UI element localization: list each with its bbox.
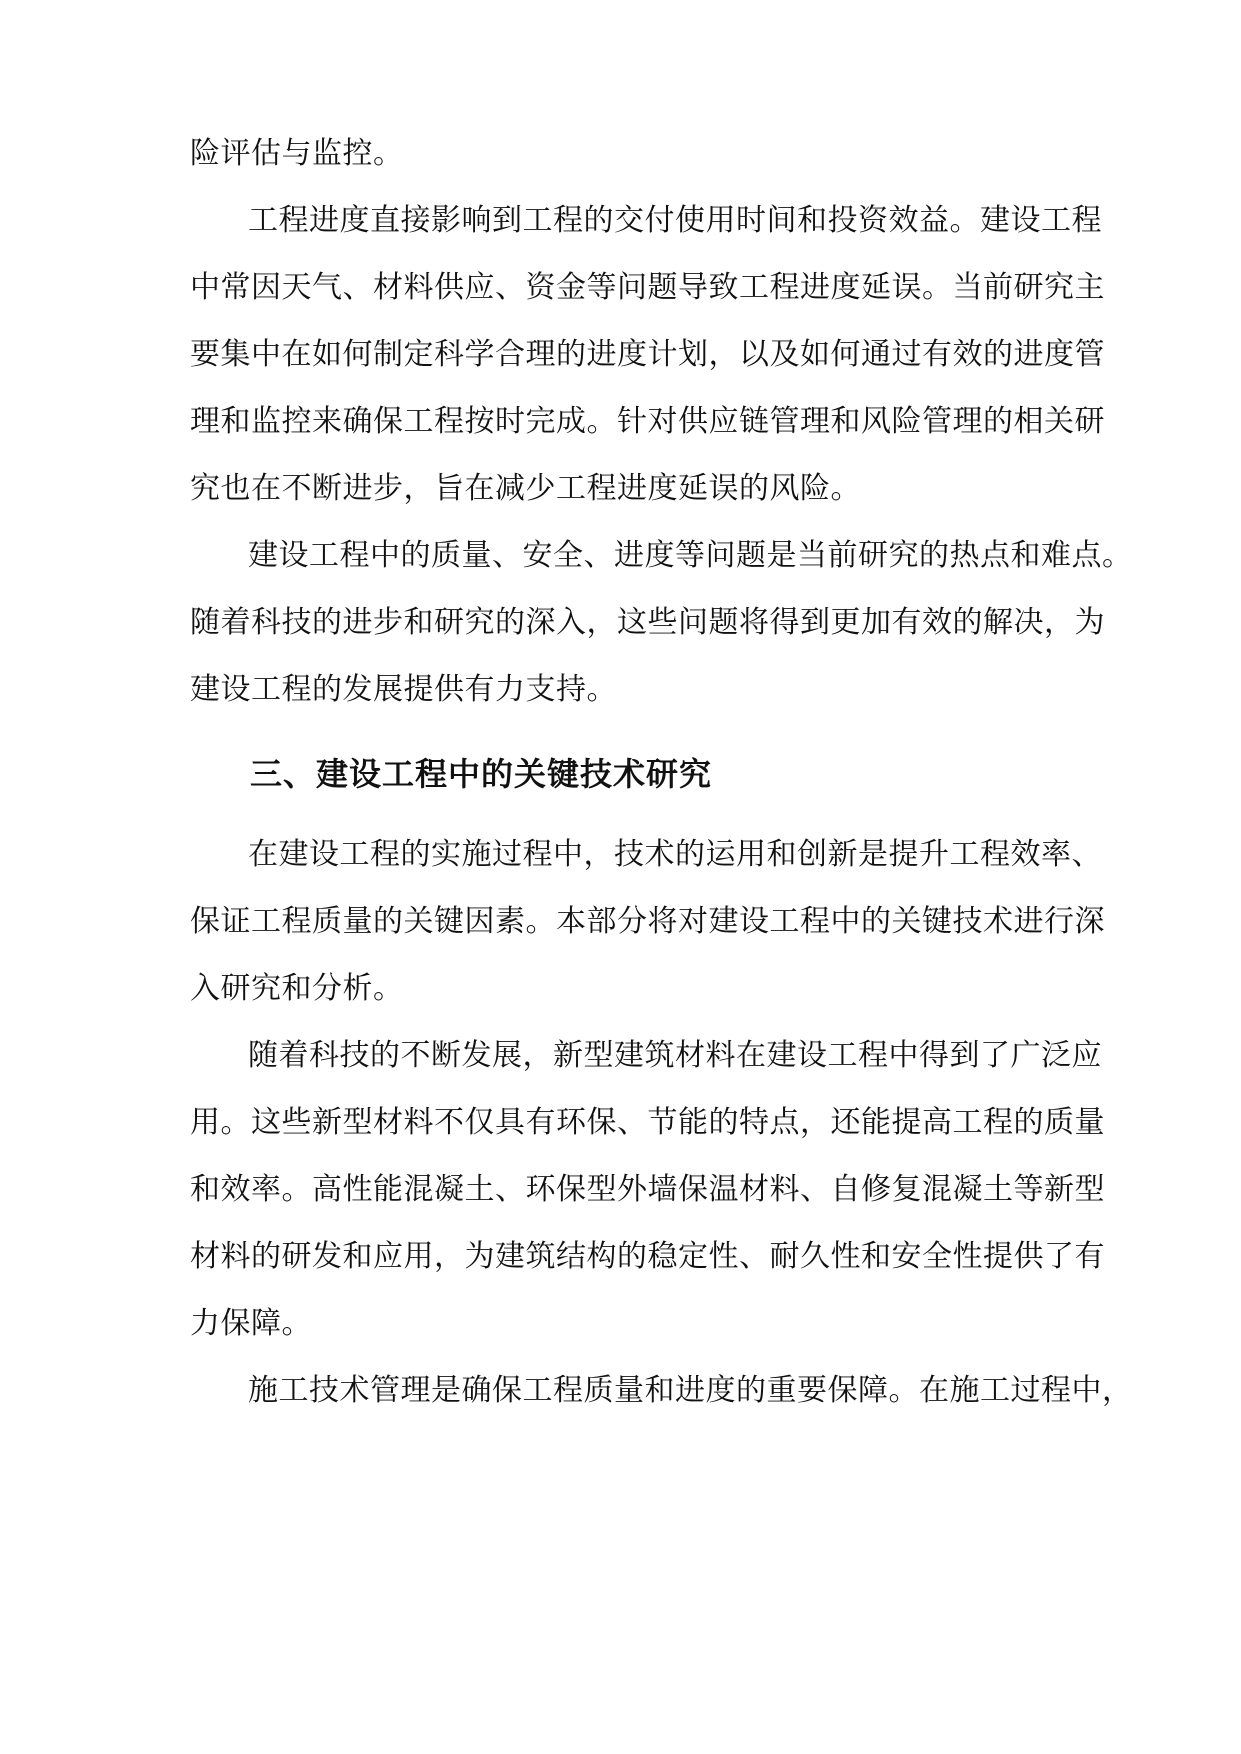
paragraph-line: 施工技术管理是确保工程质量和进度的重要保障。在施工过程中， — [248, 1373, 1133, 1408]
paragraph-line: 理和监控来确保工程按时完成。针对供应链管理和风险管理的相关研 — [190, 404, 1105, 439]
paragraph-line: 力保障。 — [190, 1306, 312, 1341]
paragraph-line: 用。这些新型材料不仅具有环保、节能的特点，还能提高工程的质量 — [190, 1105, 1105, 1140]
paragraph-line: 在建设工程的实施过程中，技术的运用和创新是提升工程效率、 — [248, 837, 1102, 872]
paragraph-line: 要集中在如何制定科学合理的进度计划，以及如何通过有效的进度管 — [190, 337, 1105, 372]
paragraph-line: 材料的研发和应用，为建筑结构的稳定性、耐久性和安全性提供了有 — [190, 1239, 1105, 1274]
paragraph-line: 入研究和分析。 — [190, 971, 404, 1006]
paragraph-line: 和效率。高性能混凝土、环保型外墙保温材料、自修复混凝土等新型 — [190, 1172, 1105, 1207]
paragraph-line: 险评估与监控。 — [190, 136, 404, 171]
paragraph-line: 工程进度直接影响到工程的交付使用时间和投资效益。建设工程 — [248, 203, 1102, 238]
paragraph-line: 建设工程的发展提供有力支持。 — [190, 672, 617, 707]
paragraph-line: 保证工程质量的关键因素。本部分将对建设工程中的关键技术进行深 — [190, 904, 1105, 939]
paragraph-line: 中常因天气、材料供应、资金等问题导致工程进度延误。当前研究主 — [190, 270, 1105, 305]
paragraph-line: 随着科技的进步和研究的深入，这些问题将得到更加有效的解决，为 — [190, 605, 1105, 640]
paragraph-line: 究也在不断进步，旨在减少工程进度延误的风险。 — [190, 471, 861, 506]
section-heading: 三、建设工程中的关键技术研究 — [250, 755, 713, 793]
paragraph-line: 随着科技的不断发展，新型建筑材料在建设工程中得到了广泛应 — [248, 1038, 1102, 1073]
paragraph-line: 建设工程中的质量、安全、进度等问题是当前研究的热点和难点。 — [248, 538, 1133, 573]
